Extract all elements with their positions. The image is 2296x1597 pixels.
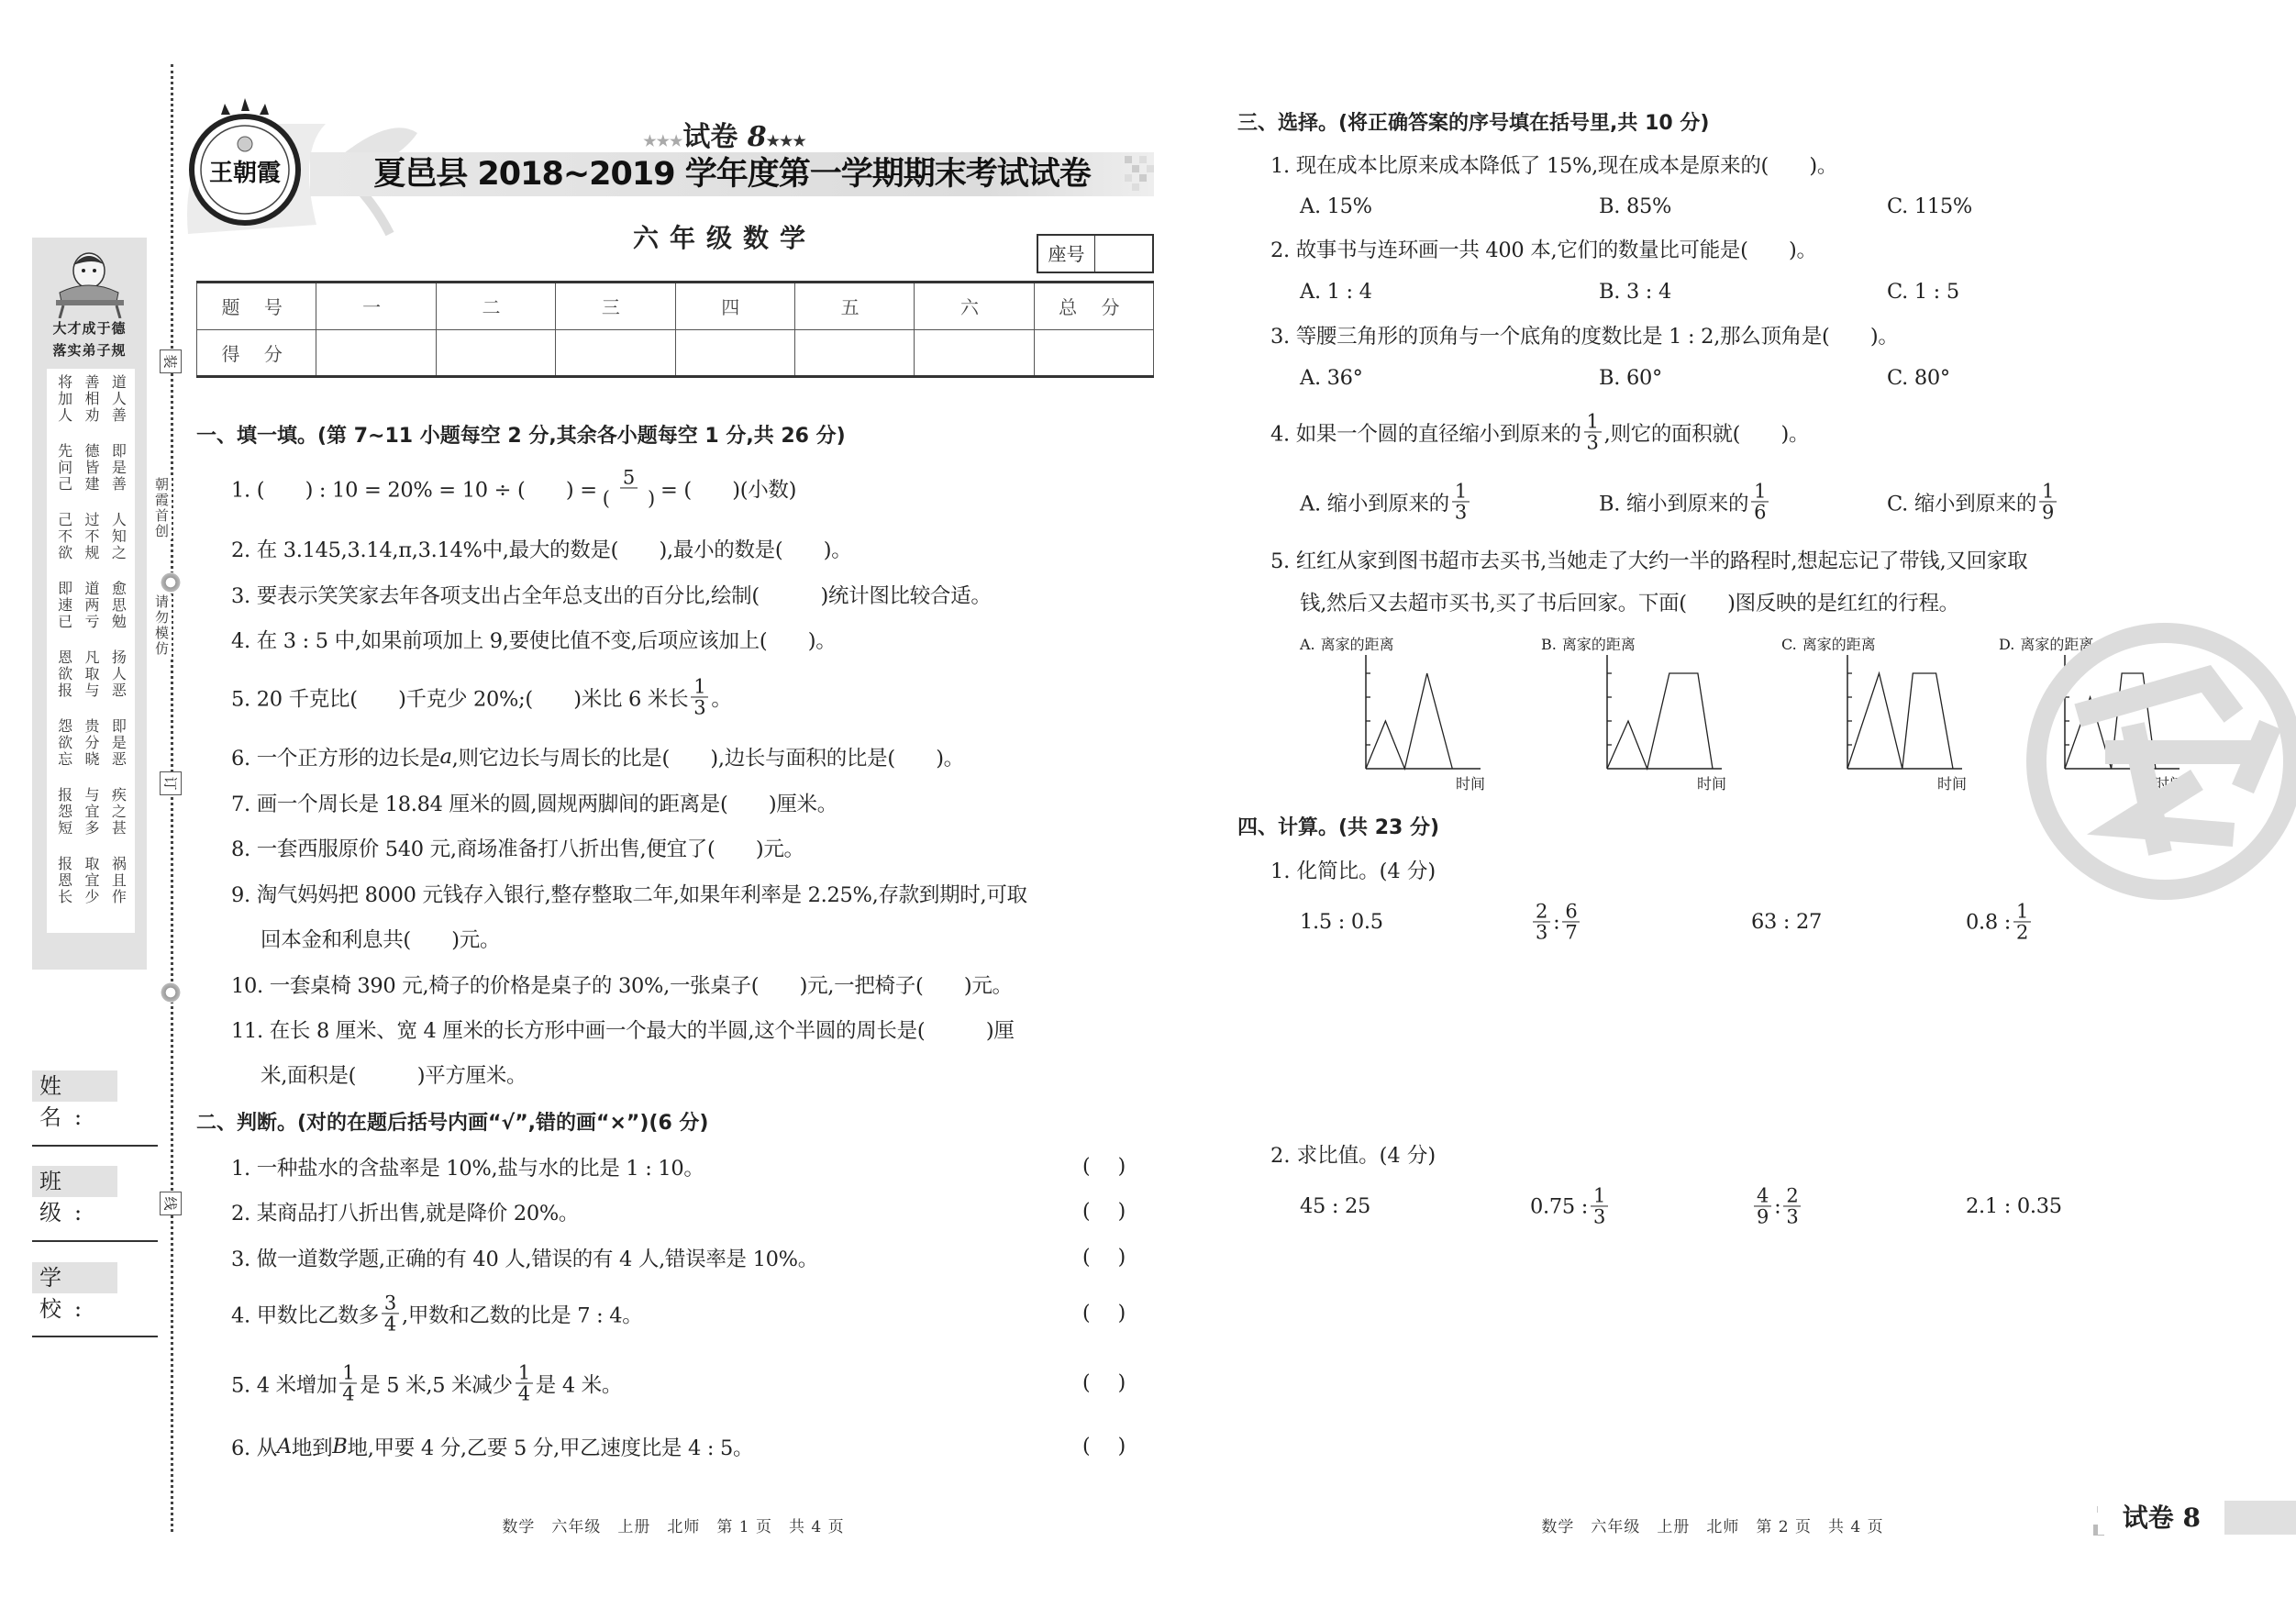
text-segment: C. 缩小到原来的 [1887, 492, 2037, 516]
text-segment: C. 115% [1887, 194, 1972, 218]
fraction [600, 467, 658, 508]
judge-question [231, 1243, 818, 1272]
swirl-ornament-icon [159, 982, 183, 1003]
judge-question [231, 1432, 753, 1461]
rule-column: 即速已 [55, 581, 73, 630]
rule-column: 报怨短 [55, 787, 73, 837]
fraction [1754, 1185, 1771, 1226]
calc-part-title: 1. 化简比。(4 分) [1270, 859, 1436, 883]
table-row [197, 329, 1154, 377]
svg-text:王朝霞: 王朝霞 [208, 160, 282, 187]
fraction [691, 676, 708, 717]
text-segment: 2. 故事书与连环画一共 400 本,它们的数量比可能是( )。 [1270, 238, 1817, 262]
distance-time-graph [1603, 651, 1723, 775]
text-segment: 6. 一个正方形的边长是 [231, 747, 440, 771]
section-judge-heading: 二、判断。(对的在题后括号内画“√”,错的画“×”)(6 分) [196, 1112, 709, 1135]
section-choice-heading: 三、选择。(将正确答案的序号填在括号里,共 10 分) [1237, 112, 1710, 135]
choice-question [1270, 411, 1809, 452]
rule-column: 德皆建 [82, 443, 100, 493]
text-segment: ,则它边长与周长的比是( ),边长与面积的比是( )。 [451, 747, 964, 771]
text-segment: 1. 现在成本比原来成本降低了 15%,现在成本是原来的( )。 [1270, 154, 1838, 178]
fraction-numerator: 1 [2039, 481, 2057, 502]
mark-text: 线 [161, 1196, 179, 1211]
rule-column: 即是恶 [109, 718, 128, 768]
text-segment: B. 85% [1599, 194, 1672, 218]
text-segment: 3. 做一道数学题,正确的有 40 人,错误的有 4 人,错误率是 10%。 [231, 1248, 818, 1271]
fill-question [231, 676, 732, 717]
calc-expression [1300, 1194, 1370, 1218]
fraction-numerator: 1 [1584, 411, 1602, 432]
paper-label: 试卷 [682, 121, 738, 153]
fraction-numerator: 2 [1533, 901, 1550, 922]
fraction-denominator: 3 [1786, 1205, 1799, 1228]
fraction-denominator: 3 [1454, 501, 1467, 524]
rule-group [50, 718, 131, 787]
paper-tab: 试卷 8 [2098, 1501, 2208, 1535]
fraction [516, 1362, 533, 1403]
fraction-denominator: 3 [1593, 1205, 1606, 1228]
rule-column: 道两亏 [82, 581, 100, 630]
choice-question [1270, 234, 1817, 263]
answer-bracket[interactable]: () [1082, 1155, 1154, 1179]
text-segment: 1. ( ) : 10 = 20% = 10 ÷ ( ) = [231, 478, 597, 502]
fraction-denominator: 3 [1536, 921, 1548, 944]
text-segment: 10. 一套桌椅 390 元,椅子的价格是桌子的 30%,一张桌子( )元,一把椅子( )元。 [231, 974, 1013, 998]
text-segment: 回本金和利息共( )元。 [261, 928, 501, 952]
rule-group [50, 443, 131, 512]
class-field-label: 班 级: [32, 1166, 117, 1197]
choice-option[interactable] [1300, 194, 1372, 218]
judge-question [231, 1362, 622, 1403]
rule-group [50, 512, 131, 581]
binding-dotted-line [171, 64, 173, 1532]
table-header-row [197, 283, 1154, 330]
table-cell: 四 [675, 283, 794, 330]
name-field-label: 姓 名: [32, 1070, 117, 1102]
rule-group [50, 649, 131, 718]
text-segment: 4. 在 3 : 5 中,如果前项加上 9,要使比值不变,后项应该加上( )。 [231, 629, 837, 653]
exam-title: 夏邑县 2018~2019 学年度第一学期期末考试试卷 [373, 156, 1091, 193]
choice-option[interactable] [1887, 481, 2059, 522]
rule-column: 与宜多 [82, 787, 100, 837]
text-segment: B. 60° [1599, 366, 1662, 390]
rule-column: 祸且作 [109, 856, 128, 905]
rule-column: 怨欲忘 [55, 718, 73, 768]
rule-column: 善相劝 [82, 374, 100, 424]
graph-letter: B. [1541, 636, 1557, 653]
fraction-numerator: 1 [691, 676, 708, 697]
graph-letter: A. [1300, 636, 1315, 653]
text-segment: = ( )(小数) [660, 478, 797, 502]
rule-column: 疾之甚 [109, 787, 128, 837]
rule-column: 贵分晓 [82, 718, 100, 768]
fraction-numerator: 6 [1562, 901, 1580, 922]
choice-option[interactable] [1599, 481, 1771, 522]
binding-mark-zhuang [160, 349, 182, 373]
fraction-numerator: 2 [1783, 1185, 1801, 1206]
choice-option[interactable] [1887, 280, 1959, 304]
rule-column: 人知之 [109, 512, 128, 561]
paper-number: 8 [747, 121, 767, 153]
margin-note-no-copy: 请勿模仿 [153, 594, 170, 657]
rule-column: 愈思勉 [109, 581, 128, 630]
brand-logo-seal [188, 96, 303, 229]
calc-expression [1751, 1185, 1803, 1226]
text-segment: 0.75 : [1530, 1194, 1589, 1218]
text-segment: 11. 在长 8 厘米、宽 4 厘米的长方形中画一个最大的半圆,这个半圆的周长是( )厘 [231, 1019, 1015, 1043]
stars-right: ★★★ [766, 132, 806, 150]
fraction [339, 1362, 357, 1403]
italic-variable: A [276, 1435, 292, 1458]
answer-bracket[interactable]: () [1082, 1371, 1154, 1395]
fill-question [261, 924, 500, 953]
text-segment: 3. 要表示笑笑家去年各项支出占全年总支出的百分比,绘制( )统计图比较合适。 [231, 584, 992, 608]
text-segment: A. 缩小到原来的 [1300, 492, 1449, 516]
table-cell: 五 [794, 283, 914, 330]
fill-question [261, 1059, 527, 1089]
table-cell: 一 [316, 283, 436, 330]
fill-question [231, 742, 964, 771]
text-segment: C. 80° [1887, 366, 1950, 390]
rule-group [50, 581, 131, 649]
calc-expression [1300, 910, 1383, 934]
fraction [1783, 1185, 1801, 1226]
journey-line [1366, 673, 1452, 769]
text-segment: B. 缩小到原来的 [1599, 492, 1749, 516]
text-segment: 5. 红红从家到图书超市去买书,当她走了大约一半的路程时,想起忘记了带钱,又回家取 [1270, 549, 2028, 573]
calc-expression [1530, 1185, 1611, 1226]
text-segment: 45 : 25 [1300, 1194, 1371, 1218]
score-cell[interactable] [1034, 329, 1153, 377]
sidebar-motto-panel [32, 238, 147, 970]
graph-letter: D. [1999, 636, 2015, 653]
fraction-denominator: 4 [383, 1313, 396, 1336]
school-field-label: 学 校: [32, 1262, 117, 1293]
subject-title: 六年级数学 [632, 223, 816, 253]
fraction [1452, 481, 1470, 522]
journey-line [1607, 673, 1713, 769]
graph-letter: C. [1781, 636, 1797, 653]
fraction [1533, 901, 1550, 942]
fraction [1591, 1185, 1608, 1226]
rule-column: 即是善 [109, 443, 128, 493]
graph-x-label: 时间 [1697, 775, 1727, 793]
student-cartoon-icon [52, 245, 128, 318]
choice-question [1270, 545, 2027, 574]
text-segment: ,则它的面积就( )。 [1603, 422, 1810, 446]
calc-expression [1751, 910, 1822, 934]
text-segment: 是 5 米,5 米减少 [360, 1373, 513, 1397]
journey-line [1847, 673, 1953, 769]
score-cell[interactable] [915, 329, 1034, 377]
fraction-numerator: 1 [339, 1362, 357, 1383]
mark-text: 装 [161, 354, 179, 369]
graph-x-label: 时间 [2155, 775, 2185, 793]
page-footer-right: 数学 六年级 上册 北师 第 2 页 共 4 页 [1541, 1518, 1884, 1536]
text-segment: A. 36° [1300, 366, 1363, 390]
binding-mark-ding [160, 771, 182, 795]
fill-question [231, 970, 1013, 999]
text-segment: 5. 20 千克比( )千克少 20%;( )米比 6 米长 [231, 687, 689, 711]
italic-variable: a [439, 745, 452, 769]
rule-column: 凡取与 [82, 649, 100, 699]
fraction [1562, 901, 1580, 942]
choice-option[interactable] [1300, 481, 1472, 522]
fraction [1584, 411, 1602, 452]
graph-x-label: 时间 [1937, 775, 1968, 793]
motto-line: 落实弟子规 [52, 342, 127, 359]
paper-number-banner [550, 114, 899, 154]
graph-y-label: 离家的距离 [1802, 636, 1876, 653]
score-cell[interactable] [794, 329, 914, 377]
italic-variable: B [332, 1435, 348, 1458]
answer-bracket[interactable]: () [1082, 1435, 1154, 1458]
text-segment: ,甲数和乙数的比是 7 : 4。 [401, 1303, 643, 1327]
graph-y-label: 离家的距离 [2020, 636, 2094, 653]
text-segment: 地到 [291, 1436, 333, 1460]
score-cell[interactable] [436, 329, 555, 377]
fill-question [231, 534, 851, 563]
choice-option[interactable] [1599, 366, 1662, 390]
text-segment: C. 1 : 5 [1887, 280, 1959, 304]
calc-expression [1966, 1194, 2062, 1218]
rule-column: 己不欲 [55, 512, 73, 561]
mark-text: 订 [161, 776, 179, 791]
text-segment: 2.1 : 0.35 [1966, 1194, 2062, 1218]
fraction-denominator: 7 [1565, 921, 1578, 944]
fraction-numerator: 1 [1751, 481, 1769, 502]
text-segment: 5. 4 米增加 [231, 1373, 338, 1397]
fraction-numerator: 1 [1452, 481, 1470, 502]
text-segment: : [1774, 1194, 1781, 1218]
table-cell: 三 [556, 283, 675, 330]
score-cell[interactable] [316, 329, 436, 377]
rule-column: 将加人 [55, 374, 73, 424]
fraction-denominator: 9 [2042, 501, 2055, 524]
text-segment: 4. 甲数比乙数多 [231, 1303, 379, 1327]
text-segment: B. 3 : 4 [1599, 280, 1671, 304]
fraction-numerator: 3 [382, 1292, 399, 1314]
text-segment: 2. 某商品打八折出售,就是降价 20%。 [231, 1202, 580, 1225]
answer-bracket[interactable]: () [1082, 1302, 1154, 1325]
text-segment: 2. 在 3.145,3.14,π,3.14%中,最大的数是( ),最小的数是( )。 [231, 538, 852, 562]
text-segment: 6. 从 [231, 1436, 277, 1460]
name-input-line[interactable] [32, 1145, 158, 1147]
class-input-line[interactable] [32, 1240, 158, 1242]
section-fill-heading: 一、填一填。(第 7~11 小题每空 2 分,其余各小题每空 1 分,共 26 分) [196, 425, 846, 448]
fraction-denominator: 6 [1754, 501, 1767, 524]
fraction-numerator: 1 [1591, 1185, 1608, 1206]
stars-left: ★★★ [643, 132, 683, 150]
fraction-numerator: 1 [2013, 901, 2031, 922]
text-segment: 0.8 : [1966, 910, 2012, 934]
score-table [196, 281, 1154, 378]
text-segment: 9. 淘气妈妈把 8000 元钱存入银行,整存整取二年,如果年利率是 2.25%,存款到期时,可取 [231, 883, 1027, 907]
graph-y-label: 离家的距离 [1561, 636, 1636, 653]
choice-option[interactable] [1887, 194, 1972, 218]
choice-option[interactable] [1887, 366, 1950, 390]
text-segment: A. 1 : 4 [1300, 280, 1372, 304]
choice-option[interactable] [1599, 194, 1671, 218]
fill-question [231, 580, 992, 609]
table-cell: 二 [436, 283, 555, 330]
text-segment: 1. 一种盐水的含盐率是 10%,盐与水的比是 1 : 10。 [231, 1157, 704, 1181]
judge-question [231, 1152, 704, 1181]
seat-number-input[interactable] [1095, 236, 1152, 272]
section-calc-heading: 四、计算。(共 23 分) [1237, 816, 1440, 839]
motto-line: 大才成于德 [52, 320, 127, 337]
swirl-ornament-icon [159, 572, 183, 593]
distance-time-graph [1362, 651, 1481, 775]
rules-text-box [47, 369, 135, 933]
table-cell: 题 号 [197, 283, 316, 330]
table-cell: 得 分 [197, 329, 316, 377]
fraction-numerator: 4 [1754, 1185, 1771, 1206]
fill-question [231, 833, 804, 862]
tab-grey-block [2224, 1501, 2296, 1535]
score-cell[interactable] [556, 329, 675, 377]
fraction [382, 1292, 399, 1334]
text-segment: A. 15% [1300, 194, 1372, 218]
choice-option[interactable] [1300, 366, 1363, 390]
school-input-line[interactable] [32, 1336, 158, 1337]
score-cell[interactable] [675, 329, 794, 377]
fraction-numerator: 5 [620, 467, 638, 488]
judge-question [231, 1292, 643, 1334]
calc-expression [1530, 901, 1582, 942]
watermark-seal [2023, 615, 2296, 908]
text-segment: 4. 如果一个圆的直径缩小到原来的 [1270, 422, 1581, 446]
text-segment: 8. 一套西服原价 540 元,商场准备打八折出售,便宜了( )元。 [231, 837, 804, 861]
fill-question [231, 625, 836, 654]
answer-bracket[interactable]: () [1082, 1200, 1154, 1224]
margin-note-original: 朝霞首创 [153, 477, 170, 539]
text-segment: 63 : 27 [1751, 910, 1823, 934]
choice-option[interactable] [1300, 280, 1372, 304]
fraction-numerator: 1 [516, 1362, 533, 1383]
rule-column: 道人善 [109, 374, 128, 424]
fraction-denominator: 2 [2016, 921, 2029, 944]
text-segment: 地,甲要 4 分,乙要 5 分,甲乙速度比是 4 : 5。 [347, 1436, 754, 1460]
rule-column: 先问己 [55, 443, 73, 493]
fill-question [231, 788, 837, 817]
seat-label: 座号 [1038, 236, 1095, 272]
fraction [2039, 481, 2057, 522]
rule-column: 报恩长 [55, 856, 73, 905]
rule-column: 取宜少 [82, 856, 100, 905]
choice-option[interactable] [1599, 280, 1671, 304]
page-footer-left: 数学 六年级 上册 北师 第 1 页 共 4 页 [502, 1518, 845, 1536]
fraction-denominator: 4 [342, 1382, 355, 1405]
text-segment: 米,面积是( )平方厘米。 [261, 1064, 527, 1088]
fraction-denominator: ( ) [602, 487, 655, 510]
rule-group [50, 374, 131, 443]
table-cell: 总 分 [1034, 283, 1153, 330]
calc-part-title: 2. 求比值。(4 分) [1270, 1144, 1436, 1168]
rule-column: 扬人恶 [109, 649, 128, 699]
text-segment: 是 4 米。 [535, 1373, 623, 1397]
text-segment: 1.5 : 0.5 [1300, 910, 1383, 934]
fill-question [231, 1015, 1015, 1044]
text-segment: 3. 等腰三角形的顶角与一个底角的度数比是 1 : 2,那么顶角是( )。 [1270, 325, 1899, 349]
binding-mark-xian [160, 1192, 182, 1215]
choice-question [1270, 150, 1837, 179]
fraction-denominator: 9 [1757, 1205, 1769, 1228]
choice-question [1300, 587, 1959, 616]
graph-x-label: 时间 [1456, 775, 1486, 793]
graph-y-label: 离家的距离 [1320, 636, 1394, 653]
table-cell: 六 [915, 283, 1034, 330]
rule-group [50, 856, 131, 925]
fill-question [231, 467, 796, 508]
fraction [1751, 481, 1769, 522]
distance-time-graph [1844, 651, 1963, 775]
answer-bracket[interactable]: () [1082, 1246, 1154, 1270]
text-segment: : [1553, 910, 1560, 934]
rule-group [50, 787, 131, 856]
fraction-denominator: 3 [693, 696, 706, 719]
rule-column: 恩欲报 [55, 649, 73, 699]
fraction-denominator: 4 [517, 1382, 530, 1405]
text-segment: 。 [711, 687, 732, 711]
text-segment: 钱,然后又去超市买书,买了书后回家。下面( )图反映的是红红的行程。 [1300, 592, 1959, 616]
choice-question [1270, 320, 1899, 349]
text-segment: 7. 画一个周长是 18.84 厘米的圆,圆规两脚间的距离是( )厘米。 [231, 793, 837, 816]
judge-question [231, 1197, 579, 1226]
seat-number-box [1037, 234, 1154, 273]
rule-column: 过不规 [82, 512, 100, 561]
fill-question [231, 879, 1027, 908]
fraction-denominator: 3 [1586, 431, 1599, 454]
